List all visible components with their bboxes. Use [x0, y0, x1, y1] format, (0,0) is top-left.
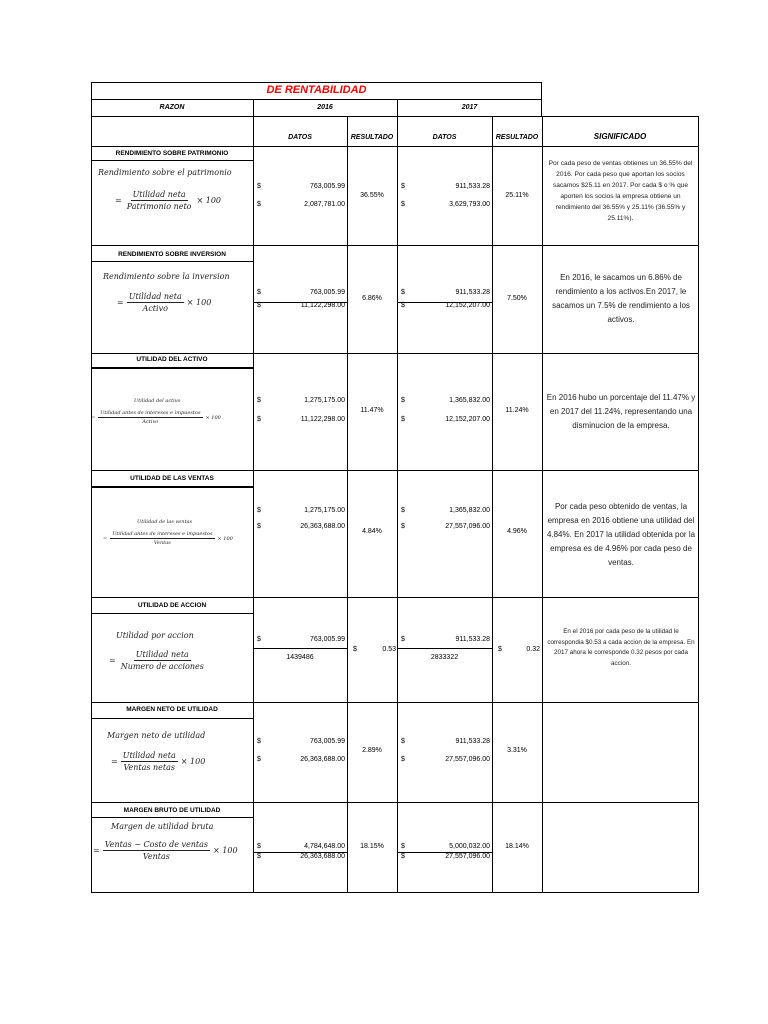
formula-fraction: = $\frac{\text{Utilidad neta}}{\text{Numero de acciones}}$ [109, 650, 204, 671]
formula-multiplier: × 100 [180, 757, 206, 766]
currency-symbol: $ [257, 507, 261, 514]
formula-fraction: = $\frac{\text{Ventas − Costo de ventas}}{\text{Ventas}}$ × 100 [93, 840, 238, 861]
value-2016-bottom: 26,363,688.00 [300, 756, 345, 763]
result-2016: 18.15% [360, 843, 384, 850]
formula-label: Margen neto de utilidad [107, 731, 206, 740]
result-2017: 4.96% [507, 528, 527, 535]
currency-symbol: $ [401, 507, 405, 514]
value-2017-top: 1,365,832.00 [449, 397, 490, 404]
value-2016-bottom: 11,122,298.00 [300, 416, 345, 423]
result-2017: 7.50% [507, 295, 527, 302]
value-2016-bottom: 11,122,298.00 [300, 302, 345, 309]
formula-multiplier: × 100 [205, 414, 221, 421]
value-2016-top: 763,005.99 [309, 738, 345, 745]
value-2017-bottom: 12,152,207.00 [445, 302, 490, 309]
currency-symbol: $ [257, 756, 261, 763]
formula-multiplier: × 100 [213, 846, 238, 855]
formula-label: Utilidad del activo [134, 398, 181, 404]
formula-numerator: Utilidad antes de intereses e impuestos [100, 410, 201, 416]
formula-fraction: = $\frac{\text{Utilidad neta}}{\text{Ventas netas}}$ × 100 [111, 751, 206, 772]
currency-symbol: $ [401, 738, 405, 745]
value-2017-bottom: 27,557,096.00 [445, 853, 490, 860]
result-2017: 11.24% [505, 407, 529, 414]
formula-denominator: Activo [142, 304, 168, 313]
currency-symbol: $ [257, 397, 261, 404]
currency-symbol: $ [257, 302, 261, 309]
value-2017-top: 911,533.28 [455, 289, 490, 296]
section-title: UTILIDAD DE ACCION [137, 602, 207, 609]
formula-fraction: = $\frac{\text{Utilidad neta}}{\text{Activo}}$ × 100 [117, 292, 212, 313]
value-2016-top: 4,784,648.00 [304, 843, 345, 850]
header-resultado-2017: RESULTADO [495, 134, 539, 141]
currency-symbol: $ [401, 416, 405, 423]
value-2017-bottom: 2833322 [430, 654, 459, 661]
formula-multiplier: × 100 [217, 535, 233, 542]
result-2016: 4.84% [362, 528, 382, 535]
value-2016-bottom: 2,087,781.00 [304, 201, 345, 208]
currency-symbol: $ [353, 646, 357, 653]
formula-denominator: Ventas [142, 852, 170, 861]
significado-text: En 2016, le sacamos un 6.86% de rendimiento a los activos.En 2017, le sacamos un 7.5% de rendimiento a los activos. [552, 273, 690, 324]
formula-multiplier: × 100 [186, 298, 212, 307]
section-title: MARGEN BRUTO DE UTILIDAD [123, 807, 221, 814]
formula-label: Margen de utilidad bruta [111, 822, 214, 831]
value-2016-top: 763,005.99 [309, 289, 345, 296]
value-2016-top: 1,275,175.00 [304, 397, 345, 404]
currency-symbol: $ [257, 843, 261, 850]
value-2017-bottom: 27,557,096.00 [445, 523, 490, 530]
currency-symbol: $ [401, 397, 405, 404]
result-2017: 0.32 [526, 646, 540, 653]
value-2017-top: 911,533.28 [455, 636, 490, 643]
formula-numerator: Utilidad neta [122, 751, 176, 760]
value-2016-top: 763,005.99 [309, 183, 345, 190]
formula-label: Utilidad de las ventas [137, 519, 193, 525]
currency-symbol: $ [498, 646, 502, 653]
formula-numerator: Ventas − Costo de ventas [104, 840, 209, 849]
currency-symbol: $ [257, 523, 261, 530]
formula-label: Rendimiento sobre la inversion [103, 272, 230, 281]
currency-symbol: $ [401, 853, 405, 860]
formula-multiplier: × 100 [196, 196, 221, 205]
formula-numerator: Utilidad neta [132, 190, 186, 199]
value-2017-top: 5,000,032.00 [449, 843, 490, 850]
result-2016: 0.53 [382, 646, 396, 653]
currency-symbol: $ [401, 201, 405, 208]
header-2017: 2017 [461, 104, 478, 111]
result-2016: 11.47% [360, 407, 384, 414]
section-title: UTILIDAD DEL ACTIVO [136, 356, 208, 363]
header-significado: SIGNIFICADO [593, 132, 647, 141]
formula-denominator: Ventas netas [123, 763, 175, 772]
value-2016-bottom: 26,363,688.00 [300, 523, 345, 530]
section-title: UTILIDAD DE LAS VENTAS [130, 475, 214, 482]
value-2016-bottom: 26,363,688.00 [300, 853, 345, 860]
page-title: DE RENTABILIDAD [266, 84, 367, 96]
value-2017-bottom: 12,152,207.00 [445, 416, 490, 423]
currency-symbol: $ [401, 523, 405, 530]
value-2016-top: 1,275,175.00 [304, 507, 345, 514]
header-datos-2017: DATOS [432, 134, 457, 141]
formula-denominator: Ventas [153, 540, 171, 546]
result-2017: 25.11% [505, 192, 529, 199]
formula-denominator: Numero de acciones [120, 662, 204, 671]
result-2016: 2.89% [362, 747, 382, 754]
result-2016: 36.55% [360, 192, 384, 199]
formula-numerator: Utilidad antes de intereses e impuestos [112, 531, 213, 537]
value-2017-bottom: 3,629,793.00 [449, 201, 490, 208]
significado-text: En 2016 hubo un porcentaje del 11.47% y en 2017 del 11.24%, representando una disminucion de la empresa. [546, 393, 696, 430]
section-title: RENDIMIENTO SOBRE INVERSION [118, 251, 226, 258]
formula-numerator: Utilidad neta [128, 292, 182, 301]
currency-symbol: $ [401, 636, 405, 643]
header-resultado-2016: RESULTADO [350, 134, 394, 141]
currency-symbol: $ [257, 853, 261, 860]
currency-symbol: $ [401, 843, 405, 850]
currency-symbol: $ [257, 201, 261, 208]
value-2017-top: 1,365,832.00 [449, 507, 490, 514]
value-2016-bottom: 1439486 [286, 654, 314, 661]
significado-text: Por cada peso de ventas obtienes un 36.55% del 2016. Por cada peso que aportan los socios sacamos $25.11 en 2017. Por cada $ o % que aporten los socios la empresa obtiene un rendimiento del 36.55% y 25.11% (36.55% y 25.11%). [548, 160, 693, 222]
formula-numerator: Utilidad neta [135, 650, 189, 659]
formula-fraction: = $\frac{\text{Utilidad antes de intereses e impuestos}}{\text{Ventas}}$ × 100 [103, 531, 233, 546]
formula-denominator: Activo [142, 419, 159, 425]
currency-symbol: $ [257, 636, 261, 643]
currency-symbol: $ [401, 756, 405, 763]
section-title: RENDIMIENTO SOBRE PATRIMONIO [115, 150, 229, 157]
significado-text: En el 2016 por cada peso de la utilidad le correspondia $0.53 a cada accion de la empresa. En 2017 ahora le corresponde 0.32 pesos por cada accion. [547, 628, 695, 667]
formula-fraction: = $\frac{\text{Utilidad antes de intereses e impuestos}}{\text{Activo}}$ × 100 [91, 410, 221, 425]
value-2017-top: 911,533.28 [455, 183, 490, 190]
formula-fraction: = $\frac{\text{Utilidad neta}}{\text{Patrimonio neto}}$ × 100 [115, 190, 221, 211]
formula-label: Utilidad por accion [116, 631, 194, 640]
formula-label: Rendimiento sobre el patrimonio [98, 168, 232, 177]
header-datos-2016: DATOS [288, 134, 312, 141]
currency-symbol: $ [257, 738, 261, 745]
header-razon: RAZON [159, 104, 185, 111]
currency-symbol: $ [257, 416, 261, 423]
formula-denominator: Patrimonio neto [126, 202, 192, 211]
significado-text: Por cada peso obtenido de ventas, la empresa en 2016 obtiene una utilidad del 4.84%. En 2017 la utilidad obtenida por la empresa es de 4.96% por cada peso de ventas. [546, 502, 696, 567]
result-2017: 3.31% [507, 747, 527, 754]
section-title: MARGEN NETO DE UTILIDAD [126, 706, 218, 713]
value-2017-bottom: 27,557,096.00 [445, 756, 490, 763]
result-2017: 18.14% [505, 843, 529, 850]
value-2017-top: 911,533.28 [455, 738, 490, 745]
currency-symbol: $ [401, 289, 405, 296]
currency-symbol: $ [257, 289, 261, 296]
header-2016: 2016 [317, 104, 333, 111]
currency-symbol: $ [401, 302, 405, 309]
result-2016: 6.86% [362, 295, 382, 302]
currency-symbol: $ [257, 183, 261, 190]
value-2016-top: 763,005.99 [309, 636, 345, 643]
currency-symbol: $ [401, 183, 405, 190]
